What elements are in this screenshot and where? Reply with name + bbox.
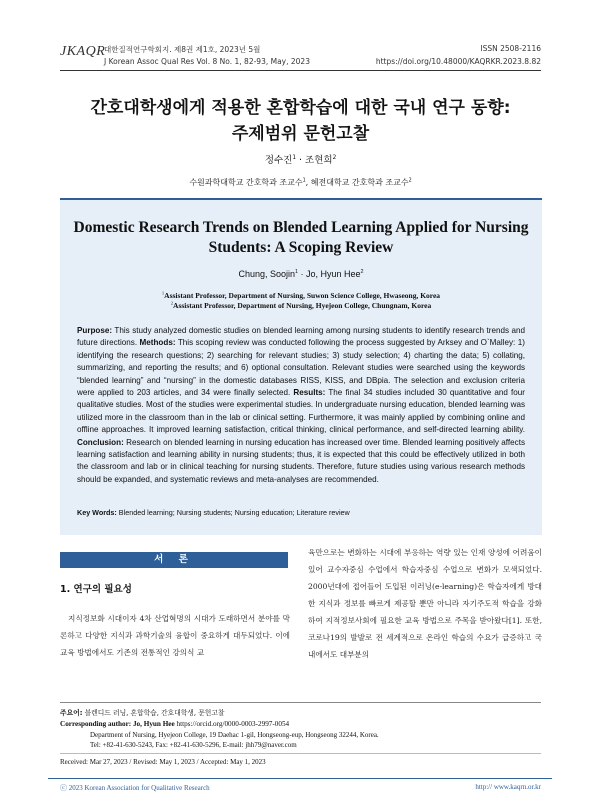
corresponding-contact: Tel: +82-41-630-5243, Fax: +82-41-630-5296, E-mail: jhh79@naver.com xyxy=(90,741,297,749)
korean-affiliations xyxy=(60,177,541,188)
corresponding-author xyxy=(60,720,289,728)
methods-text: This scoping review was conducted following the process suggested by Arksey and O`Malley: 1) identifying the research questions; 2) searching for relevant studies; 3) study selection; 4) charting the data; 5) collating, summarizing, and reporting the results; and 6) optional consultation. Relevant studies were searched using the keywords “blended learning” and “nursing” in the domestic databases RISS, KISS, and DBpia. The selection and exclusion criteria were applied to 203 articles, and 34 were finally selected. xyxy=(77,338,525,398)
korean-keywords xyxy=(60,707,224,717)
affiliation: Assistant Professor, Department of Nursing, Hyejeon College, Chungnam, Korea xyxy=(173,301,432,310)
english-affiliations xyxy=(60,291,542,311)
author-sup: 2 xyxy=(332,154,337,161)
purpose-text: This study analyzed domestic studies on blended learning among nursing students to identify research trends and future directions. xyxy=(77,326,525,348)
body-paragraph-right: 육만으로는 변화하는 시대에 부응하는 역량 있는 인재 양성에 어려움이 있어 교수자중심 수업에서 학습자중심 수업으로 변화가 모색되었다. 2000년대에 접어들어 도입된 이러닝(e-learning)은 학습자에게 방대한 지식과 정보를 빠르게 제공할 뿐만 아니라 자기주도적 학습을 강화하여 지적정보사회에 필요한 교육 방법으로 주목을 받아왔다[1]. 또한, 코로나19의 발발로 전 세계적으로 온라인 학습의 수요가 급증하고 국내에서도 대부분의 xyxy=(308,548,542,659)
header-divider xyxy=(60,70,541,71)
english-keywords xyxy=(77,508,525,517)
affiliation-2 xyxy=(60,301,542,311)
section-heading-introduction: 서 론 xyxy=(60,552,288,568)
orcid-link[interactable]: https://orcid.org/0000-0003-2997-0054 xyxy=(174,720,290,728)
affiliation: 혜전대학교 간호학과 조교수 xyxy=(310,178,409,187)
korean-title-line1: 간호대학생에게 적용한 혼합학습에 대한 국내 연구 동향: xyxy=(90,98,511,118)
author-separator: · xyxy=(298,269,306,279)
korean-authors xyxy=(60,152,541,166)
author-name: 조현희 xyxy=(305,155,333,166)
korean-title-line2: 주제범위 문헌고찰 xyxy=(231,124,370,144)
author-name: Jo, Hyun Hee xyxy=(306,269,361,279)
keywords-label: Key Words: xyxy=(77,508,117,517)
english-title-line1: Domestic Research Trends on Blended Learning Applied for Nursing xyxy=(73,219,529,236)
corresponding-name: Jo, Hyun Hee xyxy=(131,720,175,728)
english-authors xyxy=(60,269,542,279)
footer-divider xyxy=(60,702,541,703)
affiliation-sup: 1 xyxy=(302,178,306,184)
body-paragraph-left: 지식정보화 시대이자 4차 산업혁명의 시대가 도래하면서 분야를 막론하고 다양한 지식과 과학기술의 융합이 중요하게 대두되었다. 이에 교육 방법에서도 기존의 전통적인 강의식 교 xyxy=(60,614,290,657)
english-title xyxy=(70,218,532,258)
purpose-label: Purpose: xyxy=(77,326,113,335)
conclusion-label: Conclusion: xyxy=(77,437,124,447)
journal-logo: JKAQR xyxy=(60,44,106,59)
author-name: 정수진 xyxy=(264,155,293,166)
conclusion-text: Research on blended learning in nursing education has increased over time. Blended learning positively affects learning satisfaction and learning ability in nursing students; thus, it is expected that this could be effectively utilized in both the classroom and lab or in clinical teaching for nursing students. Therefore, future studies using various research methods should be expanded, and systematic reviews and meta-analyses are recommended. xyxy=(77,437,525,484)
author-separator: · xyxy=(295,155,306,166)
doi-link[interactable]: https://doi.org/10.48000/KAQRKR.2023.8.82 xyxy=(375,57,541,66)
korean-keywords-label: 주요어: xyxy=(60,709,83,717)
corresponding-address: Department of Nursing, Hyejeon College, 19 Daehac 1-gil, Hongseong-eup, Hongseong 32244, Korea. xyxy=(90,731,379,739)
affiliation-separator: , xyxy=(305,178,311,187)
subsection-heading: 1. 연구의 필요성 xyxy=(60,584,132,595)
author-sup: 2 xyxy=(360,269,364,275)
website-link[interactable]: http:// www.kaqrn.or.kr xyxy=(475,783,541,791)
author-name: Chung, Soojin xyxy=(238,269,295,279)
abstract-text xyxy=(77,325,525,486)
results-label: Results: xyxy=(293,388,326,398)
methods-label: Methods: xyxy=(139,338,176,348)
bottom-divider xyxy=(48,778,552,779)
keywords-text: Blended learning; Nursing students; Nursing education; Literature review xyxy=(116,508,350,517)
affiliation-sup: 2 xyxy=(170,300,174,306)
korean-keywords-text: 블렌디드 러닝, 혼합학습, 간호대학생, 문헌고찰 xyxy=(82,709,225,717)
affiliation-sup: 2 xyxy=(408,178,412,184)
author-sup: 1 xyxy=(292,154,296,161)
english-title-line2: Students: A Scoping Review xyxy=(208,239,394,256)
author-sup: 1 xyxy=(295,269,298,275)
journal-citation-en: J Korean Assoc Qual Res Vol. 8 No. 1, 82-93, May, 2023 xyxy=(104,57,310,66)
journal-citation-ko: 대한질적연구학회지. 제8권 제1호, 2023년 5월 xyxy=(104,45,261,54)
affiliation: Assistant Professor, Department of Nursing, Suwon Science College, Hwaseong, Korea xyxy=(164,291,441,300)
article-dates: Received: Mar 27, 2023 / Revised: May 1, 2023 / Accepted: May 1, 2023 xyxy=(60,758,266,766)
korean-title xyxy=(60,95,541,147)
footer-divider-2 xyxy=(60,753,541,754)
issn: ISSN 2508-2116 xyxy=(480,44,541,53)
copyright: ⓒ 2023 Korean Association for Qualitative Research xyxy=(60,784,210,792)
affiliation-sup: 1 xyxy=(161,290,165,296)
affiliation: 수원과학대학교 간호학과 조교수 xyxy=(189,178,303,187)
results-text: The final 34 studies included 30 quantitative and four qualitative studies. Most of the studies were experimental studies. In undergraduate nursing education, blended learning was utilized more in the classroom than in the lab or clinical setting. Furthermore, it was mainly applied by combining online and offline approaches. It improved learning satisfaction, critical thinking, clinical performance, and self-directed learning ability. xyxy=(77,388,525,435)
corresponding-label: Corresponding author: xyxy=(60,720,132,728)
affiliation-1 xyxy=(60,291,542,301)
